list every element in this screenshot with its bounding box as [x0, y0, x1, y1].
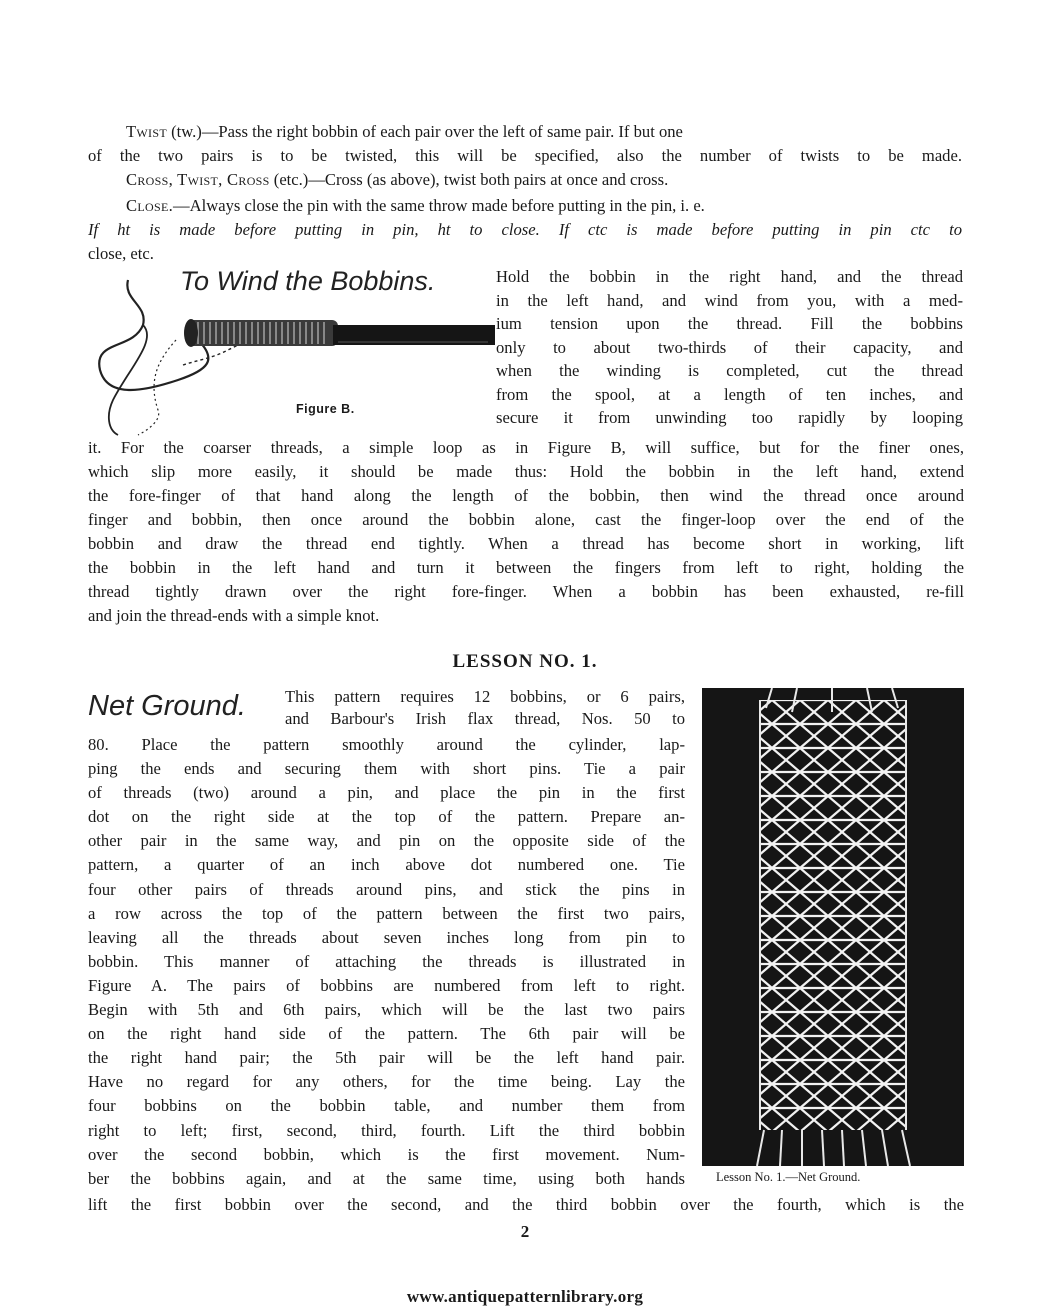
close-definition-cont: If ht is made before putting in pin, ht to close. If ctc is made before putting in pin ctc to — [88, 220, 962, 239]
text-line: ium tension upon the thread. Fill the bobbins — [496, 314, 963, 333]
text-line: only to about two-thirds of their capacity, and — [496, 337, 963, 357]
wind-heading: To Wind the Bobbins. — [180, 266, 436, 296]
lesson-body — [88, 733, 685, 1191]
text-line: Figure A. The pairs of bobbins are numbered from left to right. — [88, 975, 685, 995]
text-line: 80. Place the pattern smoothly around the cylinder, lap- — [88, 735, 685, 754]
close-text: —Always close the pin with the same throw made before putting in the pin, i. e. — [173, 196, 705, 215]
text-line: thread tightly drawn over the right fore-finger. When a bobbin has been exhausted, re-fill — [88, 582, 964, 601]
text-line: Begin with 5th and 6th pairs, which will be the last two pairs — [88, 1000, 685, 1020]
text-line: other pair in the same way, and pin on the opposite side of the — [88, 831, 685, 851]
lesson-last-line: lift the first bobbin over the second, and the third bobbin over the fourth, which is the — [88, 1195, 964, 1214]
text-line: ber the bobbins again, and at the same time, using both hands — [88, 1168, 685, 1188]
lesson-intro — [285, 686, 685, 730]
text-line: of threads (two) around a pin, and place the pin in the first — [88, 783, 685, 803]
text-line: and join the thread-ends with a simple knot. — [88, 606, 380, 625]
net-ground-lace-photo — [702, 688, 964, 1166]
text-line: when the winding is completed, cut the thread — [496, 361, 963, 380]
text-line: finger and bobbin, then once around the bobbin alone, cast the finger-loop over the end of the — [88, 510, 964, 529]
lesson-title: LESSON NO. 1. — [452, 651, 598, 672]
text-line: the fore-finger of that hand along the length of the bobbin, then wind the thread once around — [88, 486, 964, 505]
text-line: bobbin. This manner of attaching the threads is illustrated in — [88, 951, 685, 971]
text-line: and Barbour's Irish flax thread, Nos. 50 to — [285, 709, 685, 728]
text-line: four other pairs of threads around pins, and stick the pins in — [88, 879, 685, 899]
text-line: the right hand pair; the 5th pair will be the left hand pair. — [88, 1048, 685, 1068]
text-line: in the left hand, and wind from you, with a med- — [496, 290, 963, 310]
close-definition-end: close, etc. — [88, 244, 154, 263]
text-line: ping the ends and securing them with short pins. Tie a pair — [88, 759, 685, 779]
twist-definition-cont: of the two pairs is to be twisted, this will be specified, also the number of twists to be made. — [88, 146, 962, 165]
figure-b-caption: Figure B. — [296, 402, 355, 416]
text-line: pattern, a quarter of an inch above dot numbered one. Tie — [88, 855, 685, 875]
wind-text-right — [496, 265, 963, 430]
text-line: secure it from unwinding too rapidly by looping — [496, 408, 963, 427]
figure-b-illustration — [88, 270, 498, 450]
lace-photo-caption: Lesson No. 1.—Net Ground. — [716, 1170, 861, 1184]
twist-text: (tw.)—Pass the right bobbin of each pair over the left of same pair. If but one — [166, 122, 683, 141]
page-number: 2 — [520, 1222, 530, 1241]
text-line: from the spool, at a length of ten inches, and — [496, 384, 963, 404]
close-definition — [126, 194, 961, 218]
text-line: leaving all the threads about seven inches long from pin to — [88, 927, 685, 947]
cross-text: (etc.)—Cross (as above), twist both pairs at once and cross. — [269, 170, 669, 189]
twist-term: Twist — [126, 122, 167, 141]
text-line: bobbin and draw the thread end tightly. When a thread has become short in working, lift — [88, 534, 964, 553]
text-line: four bobbins on the bobbin table, and number them from — [88, 1096, 685, 1116]
text-line: This pattern requires 12 bobbins, or 6 pairs, — [285, 687, 685, 706]
text-line: dot on the right side at the top of the pattern. Prepare an- — [88, 807, 685, 827]
text-line: the bobbin in the left hand and turn it between the fingers from left to right, holding the — [88, 558, 964, 577]
text-line: it. For the coarser threads, a simple loop as in Figure B, will suffice, but for the finer ones, — [88, 438, 964, 457]
twist-definition — [126, 120, 961, 144]
text-line: Hold the bobbin in the right hand, and the thread — [496, 267, 963, 286]
footer-url: www.antiquepatternlibrary.org — [406, 1287, 644, 1306]
cross-term: Cross, Twist, Cross — [126, 170, 270, 189]
text-line: Have no regard for any others, for the time being. Lay the — [88, 1072, 685, 1092]
text-line: over the second bobbin, which is the first movement. Num- — [88, 1144, 685, 1164]
close-term: Close. — [126, 196, 174, 215]
cross-definition — [126, 168, 961, 192]
net-ground-heading: Net Ground. — [88, 690, 246, 722]
text-line: on the right hand side of the pattern. The 6th pair will be — [88, 1024, 685, 1044]
wind-text-full — [88, 436, 964, 628]
text-line: which slip more easily, it should be made thus: Hold the bobbin in the left hand, extend — [88, 462, 964, 481]
text-line: right to left; first, second, third, fourth. Lift the third bobbin — [88, 1120, 685, 1140]
text-line: a row across the top of the pattern between the first two pairs, — [88, 903, 685, 923]
